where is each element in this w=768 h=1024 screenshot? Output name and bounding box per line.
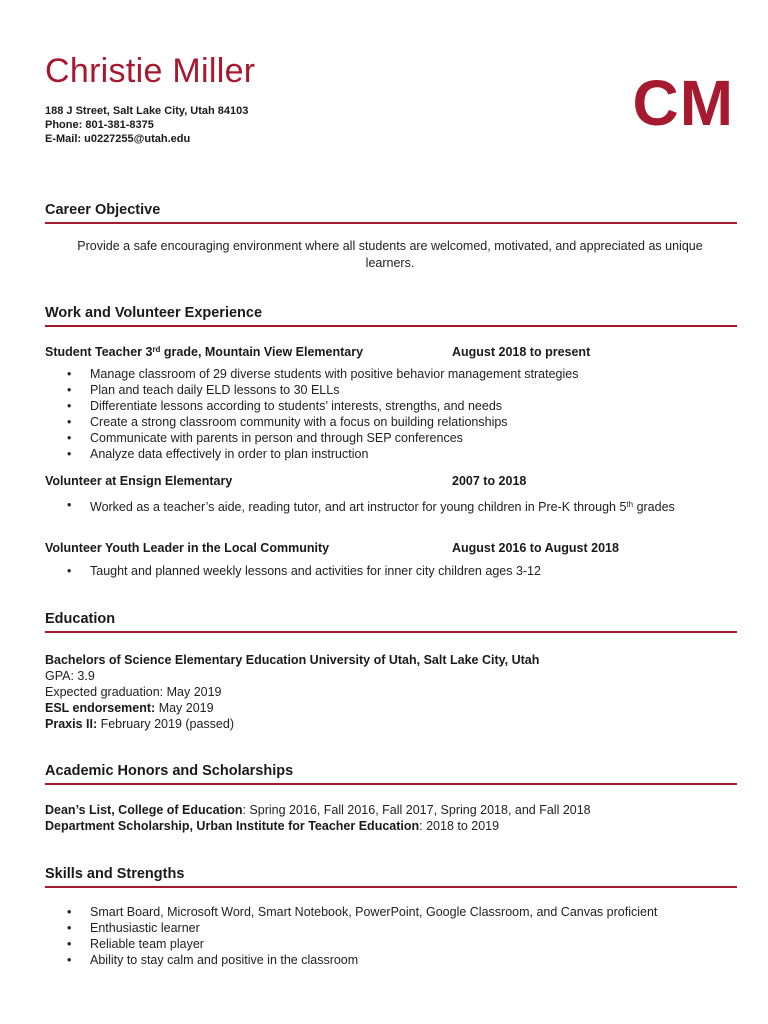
monogram-logo: CM xyxy=(632,67,734,139)
degree: Bachelors of Science Elementary Education University of Utah, Salt Lake City, Utah xyxy=(45,653,540,667)
contact-block xyxy=(45,104,248,146)
section-divider xyxy=(45,886,737,888)
section-title: Education xyxy=(45,611,116,627)
section-divider xyxy=(45,631,737,633)
email: E-Mail: u0227255@utah.edu xyxy=(45,133,191,145)
job-role: Volunteer Youth Leader in the Local Community xyxy=(45,541,330,555)
section-skills xyxy=(45,866,737,882)
job-role: Student Teacher 3rd grade, Mountain View Elementary xyxy=(45,345,364,359)
honors-list xyxy=(45,802,591,834)
skills-list xyxy=(67,904,707,968)
section-title: Work and Volunteer Experience xyxy=(45,305,263,321)
job-date: August 2018 to present xyxy=(452,345,591,359)
list-item: • Differentiate lessons according to students’ interests, strengths, and needs xyxy=(67,398,707,414)
list-item: • Smart Board, Microsoft Word, Smart Notebook, PowerPoint, Google Classroom, and Canvas proficient xyxy=(67,904,707,920)
list-item: • Communicate with parents in person and through SEP conferences xyxy=(67,430,707,446)
candidate-name: Christie Miller xyxy=(45,52,256,90)
section-title: Career Objective xyxy=(45,202,161,218)
list-item: • Worked as a teacher’s aide, reading tutor, and art instructor for young children in Pre-K through 5th grades xyxy=(67,497,707,515)
list-item: • Reliable team player xyxy=(67,936,707,952)
job-date: August 2016 to August 2018 xyxy=(452,541,619,555)
phone: Phone: 801-381-8375 xyxy=(45,119,154,131)
section-career-objective xyxy=(45,202,737,218)
education-details xyxy=(45,652,539,732)
list-item: • Manage classroom of 29 diverse students with positive behavior management strategies xyxy=(67,366,707,382)
list-item: Dean’s List, College of Education: Spring 2016, Fall 2016, Fall 2017, Spring 2018, and Fall 2018 xyxy=(45,803,591,817)
list-item: • Analyze data effectively in order to plan instruction xyxy=(67,446,707,462)
list-item: Department Scholarship, Urban Institute for Teacher Education: 2018 to 2019 xyxy=(45,819,500,833)
job-duties-list xyxy=(67,497,707,515)
esl-endorsement: ESL endorsement: May 2019 xyxy=(45,701,214,715)
section-divider xyxy=(45,222,737,224)
section-title: Academic Honors and Scholarships xyxy=(45,763,294,779)
praxis: Praxis II: February 2019 (passed) xyxy=(45,717,235,731)
list-item: • Enthusiastic learner xyxy=(67,920,707,936)
section-experience xyxy=(45,305,737,321)
section-divider xyxy=(45,325,737,327)
section-education xyxy=(45,611,737,627)
list-item: • Create a strong classroom community with a focus on building relationships xyxy=(67,414,707,430)
section-title: Skills and Strengths xyxy=(45,866,185,882)
list-item: • Taught and planned weekly lessons and activities for inner city children ages 3-12 xyxy=(67,563,707,579)
objective-text: Provide a safe encouraging environment where all students are welcomed, motivated, and appreciated as unique learners. xyxy=(77,239,703,270)
list-item: • Plan and teach daily ELD lessons to 30 ELLs xyxy=(67,382,707,398)
graduation: Expected graduation: May 2019 xyxy=(45,685,222,699)
section-divider xyxy=(45,783,737,785)
gpa: GPA: 3.9 xyxy=(45,669,95,683)
section-honors xyxy=(45,763,737,779)
job-duties-list xyxy=(67,366,707,462)
job-duties-list xyxy=(67,563,707,579)
job-date: 2007 to 2018 xyxy=(452,474,527,488)
address: 188 J Street, Salt Lake City, Utah 84103 xyxy=(45,105,249,117)
list-item: • Ability to stay calm and positive in the classroom xyxy=(67,952,707,968)
job-role: Volunteer at Ensign Elementary xyxy=(45,474,233,488)
